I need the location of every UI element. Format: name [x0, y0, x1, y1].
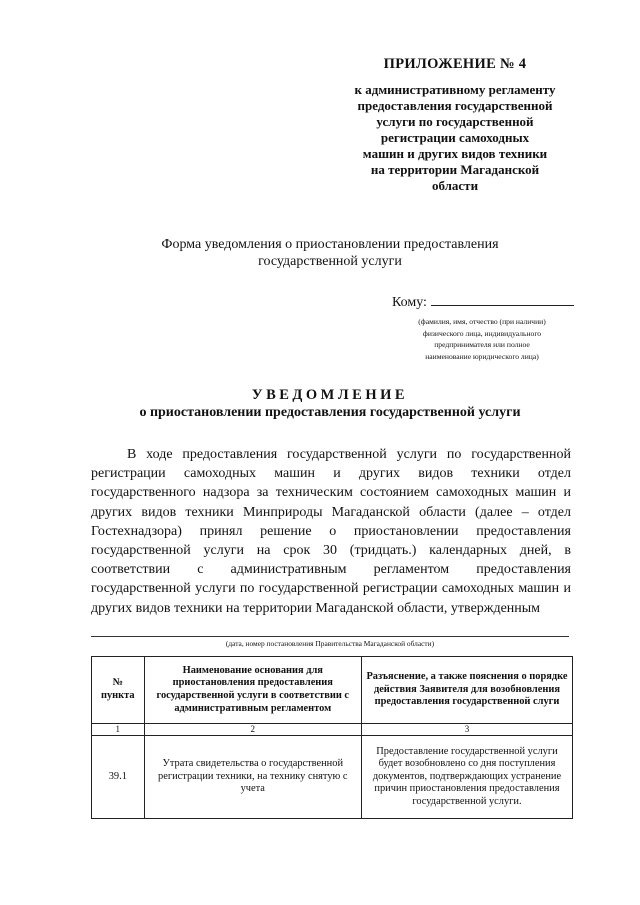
recipient-hint-line: физического лица, индивидуального — [422, 328, 542, 338]
appendix-line: к административному регламенту — [354, 82, 556, 97]
table-number-cell: 1 — [92, 724, 145, 736]
recipient-field — [392, 292, 574, 311]
recipient-hint — [392, 316, 572, 362]
appendix-line: области — [431, 178, 479, 193]
appendix-header — [330, 56, 580, 194]
recipient-hint-line: (фамилия, имя, отчество (при наличии) — [418, 317, 546, 326]
notice-title: УВЕДОМЛЕНИЕ — [251, 387, 409, 403]
appendix-title: ПРИЛОЖЕНИЕ № 4 — [383, 56, 527, 72]
appendix-line: услуги по государственной — [376, 114, 534, 129]
table-number-row — [92, 724, 573, 736]
recipient-label: Кому: — [392, 295, 427, 310]
decree-hint: (дата, номер постановления Правительства Магаданской области) — [225, 639, 435, 648]
notice-heading — [120, 386, 540, 422]
appendix-line: на территории Магаданской — [370, 162, 540, 177]
table-header-cell: Наименование основания для приостановления предоставления государственной услуги в соответствии с административным регламентом — [144, 657, 361, 724]
notice-subtitle: о приостановлении предоставления государственной услуги — [139, 405, 521, 420]
form-title-line: государственной услуги — [258, 254, 402, 269]
table-number-cell: 3 — [361, 724, 572, 736]
recipient-blank-line — [431, 292, 574, 306]
form-title — [130, 236, 530, 270]
appendix-line: регистрации самоходных — [380, 130, 530, 145]
recipient-hint-line: наименование юридического лица) — [425, 351, 539, 361]
notice-body-text: В ходе предоставления государственной услуги по государственной регистрации самоходных машин и других видов техники отдел государственного надзора за техническим состоянием самоходных машин и других видов техники Минприроды Магаданской области (далее – отдел Гостехнадзора) принял решение о приостановлении предоставления государственной услуги на срок 30 (тридцать.) календарных дней, в соответствии с административным регламентом предоставления государственной услуги по государственной регистрации самоходных машин и других видов техники на территории Магаданской области, утвержденным — [91, 447, 571, 616]
table-header-cell: № пункта — [92, 657, 145, 724]
table-header-cell: Разъяснение, а также пояснения о порядке действия Заявителя для возобновления предоставления государственной слуги — [361, 657, 572, 724]
decree-blank-line — [91, 636, 569, 637]
table-cell-reason: Утрата свидетельства о государственной регистрации техники, на технику снятую с учета — [144, 736, 361, 819]
table-cell-explanation: Предоставление государственной услуги будет возобновлено со дня поступления документов, подтверждающих устранение причин приостановления предоставления государственной услуги. — [361, 736, 572, 819]
table-header-row — [92, 657, 573, 724]
form-title-line: Форма уведомления о приостановлении предоставления — [161, 237, 499, 252]
appendix-line: машин и других видов техники — [362, 146, 548, 161]
table-row — [92, 736, 573, 819]
appendix-line: предоставления государственной — [357, 98, 553, 113]
table-number-cell: 2 — [144, 724, 361, 736]
recipient-hint-line: предпринимателя или полное — [434, 340, 530, 349]
table-cell-number: 39.1 — [92, 736, 145, 819]
suspension-table — [91, 656, 573, 819]
